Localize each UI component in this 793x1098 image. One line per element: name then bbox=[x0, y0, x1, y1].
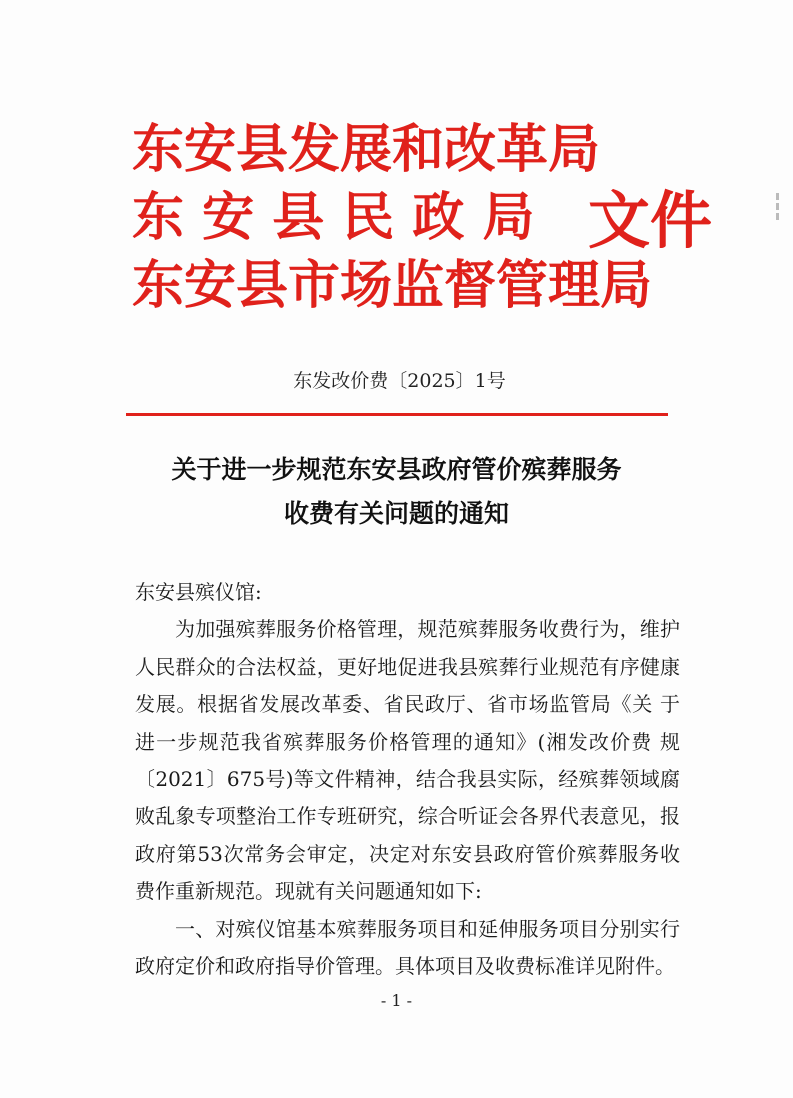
issuer-development-reform-bureau: 东安县发展和改革局 bbox=[132, 119, 601, 180]
document-body bbox=[135, 574, 680, 985]
title-line-2: 收费有关问题的通知 bbox=[283, 499, 509, 528]
issuer-civil-affairs-bureau: 东 安 县 民 政 局 bbox=[132, 187, 535, 248]
title-line-1: 关于进一步规范东安县政府管价殡葬服务 bbox=[171, 455, 622, 484]
scan-edge-mark bbox=[776, 190, 782, 230]
body-paragraph-1: 为加强殡葬服务价格管理，规范殡葬服务收费行为，维护人民群众的合法权益，更好地促进我县殡葬行业规范有序健康发展。根据省发展改革委、省民政厅、省市场监管局《关 于进一步规范我省殡葬服务价格管理的通知》(湘发改价费 规〔2021〕675号)等文件精神，结合我县实际，经殡葬领域腐败乱象专项整治工作专班研究，综合听证会各界代表意见，报政府第53次常务会审定，决定对东安县政府管价殡葬服务收费作重新规范。现就有关问题通知如下: bbox=[135, 617, 680, 904]
body-paragraph-2: 一、对殡仪馆基本殡葬服务项目和延伸服务项目分别实行政府定价和政府指导价管理。具体项目及收费标准详见附件。 bbox=[135, 916, 680, 979]
document-number: 东发改价费〔2025〕1号 bbox=[293, 370, 506, 392]
issuer-market-supervision-bureau: 东安县市场监督管理局 bbox=[132, 255, 653, 316]
salutation: 东安县殡仪馆: bbox=[135, 580, 262, 604]
document-title bbox=[0, 448, 793, 536]
document-type-label: 文件 bbox=[588, 184, 713, 257]
page-number: - 1 - bbox=[380, 991, 413, 1010]
red-divider-line bbox=[126, 413, 668, 416]
